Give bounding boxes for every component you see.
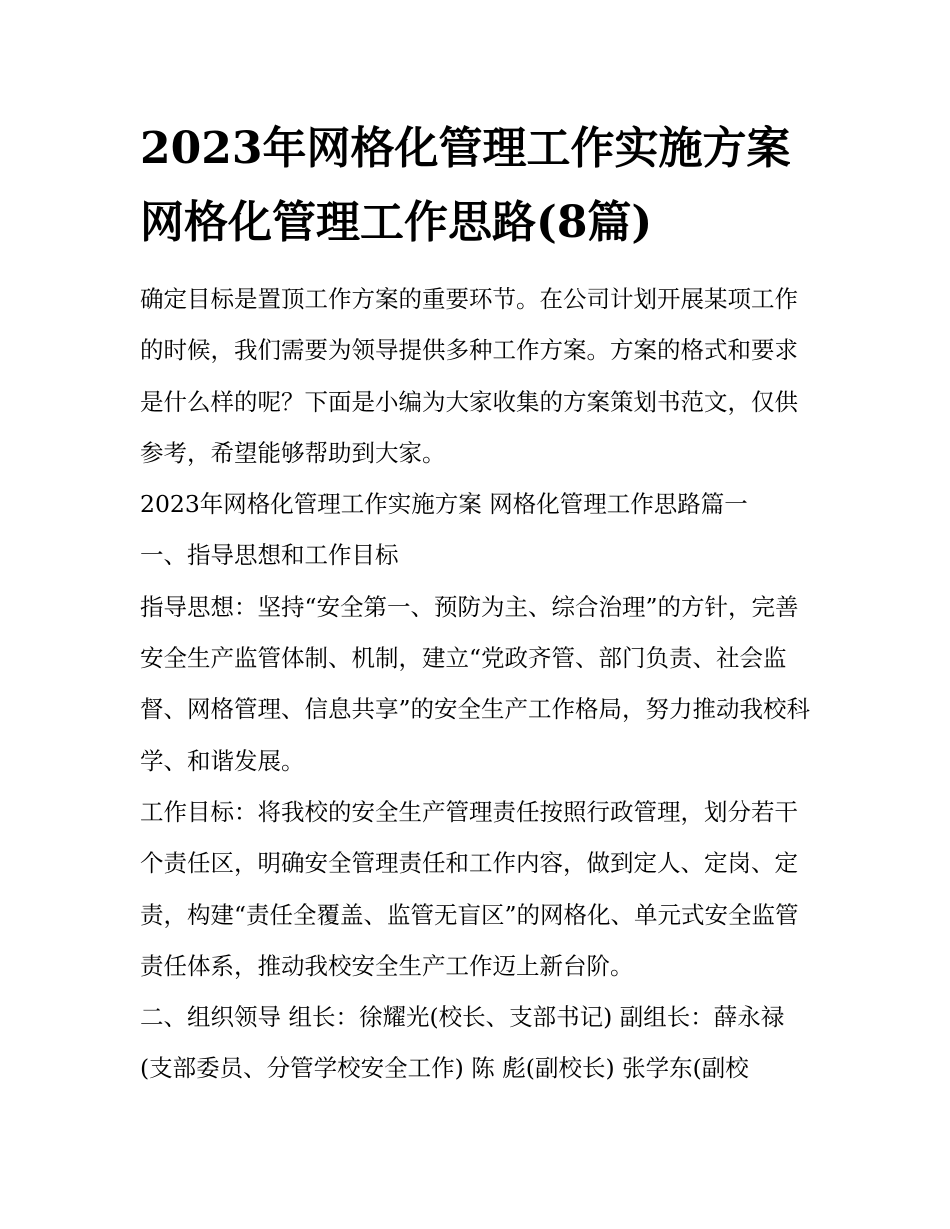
document-title: 2023年网格化管理工作实施方案 网格化管理工作思路(8篇) — [140, 123, 791, 248]
guiding-principle-paragraph: 指导思想：坚持“安全第一、预防为主、综合治理”的方针，完善安全生产监管体制、机制，建立“党政齐管、部门负责、社会监督、网格管理、信息共享”的安全生产工作格局，努力推动我校科学、和谐发展。 — [140, 592, 811, 775]
document-body — [140, 274, 812, 1095]
organization-paragraph: 二、组织领导 组长：徐耀光(校长、支部书记) 副组长：薛永禄(支部委员、分管学校安全工作) 陈 彪(副校长) 张学东(副校 — [140, 1003, 785, 1083]
section-heading: 2023年网格化管理工作实施方案 网格化管理工作思路篇一 — [140, 490, 748, 519]
work-goal-paragraph: 工作目标：将我校的安全生产管理责任按照行政管理，划分若干个责任区，明确安全管理责任和工作内容，做到定人、定岗、定责，构建“责任全覆盖、监管无盲区”的网格化、单元式安全监管责任体系，推动我校安全生产工作迈上新台阶。 — [140, 797, 799, 980]
subsection-heading: 一、指导思想和工作目标 — [140, 541, 399, 570]
intro-paragraph: 确定目标是置顶工作方案的重要环节。在公司计划开展某项工作的时候，我们需要为领导提供多种工作方案。方案的格式和要求是什么样的呢？下面是小编为大家收集的方案策划书范文，仅供参考，希望能够帮助到大家。 — [140, 285, 798, 467]
